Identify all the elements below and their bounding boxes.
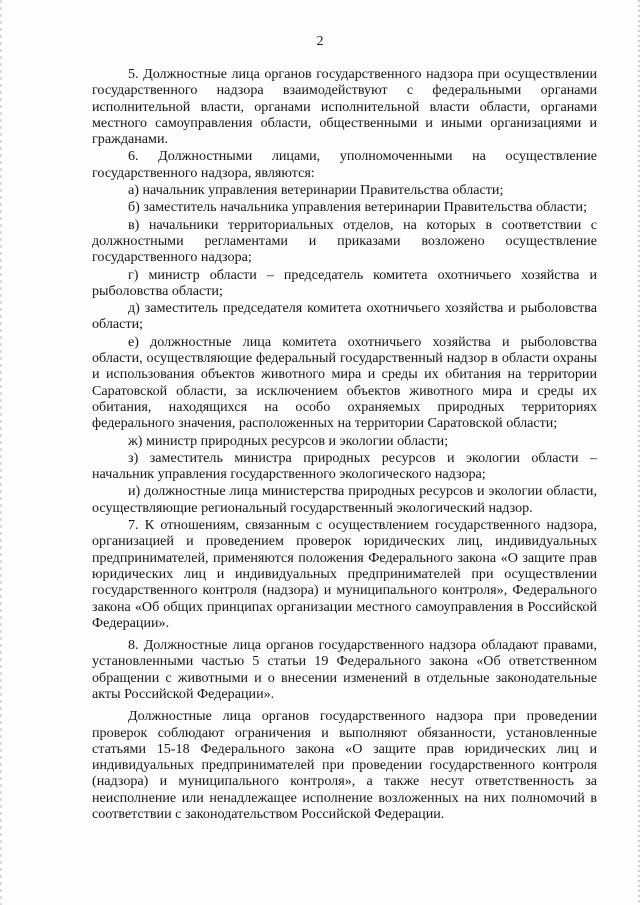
paragraph-6-item-v: в) начальники территориальных отделов, на которых в соответствии с должностными регламентами и приказами возложено осуществление государственного надзора; xyxy=(92,216,597,266)
paragraph-6-item-z: з) заместитель министра природных ресурсов и экологии области – начальник управления государственного экологического надзора; xyxy=(92,449,597,483)
document-body xyxy=(92,66,597,822)
paragraph-6-item-a: а) начальник управления ветеринарии Правительства области; xyxy=(128,182,504,199)
paragraph-6-item-b: б) заместитель начальника управления ветеринарии Правительства области; xyxy=(128,199,588,216)
paragraph-6-item-zh: ж) министр природных ресурсов и экологии области; xyxy=(128,432,449,449)
paragraph-8-continuation: Должностные лица органов государственного надзора при проведении проверок соблюдают ограничения и выполняют обязанности, установленные статьями 15-18 Федерального закона «О защите прав юридических лиц и индивидуальных предпринимателей при проведении государственного контроля (надзора) и муниципального контроля», а также несут ответственность за неисполнение или ненадлежащее исполнение возложенных на них полномочий в соответствии с законодательством Российской Федерации. xyxy=(92,708,597,823)
paragraph-6-item-i: и) должностные лица министерства природных ресурсов и экологии области, осуществляющие региональный государственный экологический надзор. xyxy=(92,483,597,516)
paragraph-6-item-g: г) министр области – председатель комитета охотничьего хозяйства и рыболовства области; xyxy=(92,266,597,299)
scan-edge-left xyxy=(0,0,2,905)
paragraph-5: 5. Должностные лица органов государственного надзора при осуществлении государственного надзора взаимодействуют с федеральными органами исполнительной власти, органами исполнительной власти области, органами местного самоуправления области, общественными и иными организациями и гражданами. xyxy=(92,66,597,148)
paragraph-8: 8. Должностные лица органов государственного надзора обладают правами, установленными частью 5 статьи 19 Федерального закона «Об ответственном обращении с животными и о внесении изменений в отдельные законодательные акты Российской Федерации». xyxy=(92,637,597,702)
paragraph-6-item-e: е) должностные лица комитета охотничьего хозяйства и рыболовства области, осуществляющие федеральный государственный надзор в области охраны и использования объектов животного мира и среды их обитания на территории Саратовской области, за исключением объектов животного мира и среды их обитания, находящихся на особо охраняемых природных территориях федерального значения, расположенных на территории Саратовской области; xyxy=(92,333,597,432)
paragraph-6: 6. Должностными лицами, уполномоченными на осуществление государственного надзора, являются: xyxy=(92,148,597,181)
paragraph-6-item-d: д) заместитель председателя комитета охотничьего хозяйства и рыболовства области; xyxy=(92,300,597,333)
page-number: 2 xyxy=(316,34,324,49)
paragraph-7: 7. К отношениям, связанным с осуществлением государственного надзора, организацией и проведением проверок юридических лиц, индивидуальных предпринимателей, применяются положения Федерального закона «О защите прав юридических лиц и индивидуальных предпринимателей при осуществлении государственного контроля (надзора) и муниципального контроля», Федерального закона «Об общих принципах организации местного самоуправления в Российской Федерации». xyxy=(92,517,597,631)
